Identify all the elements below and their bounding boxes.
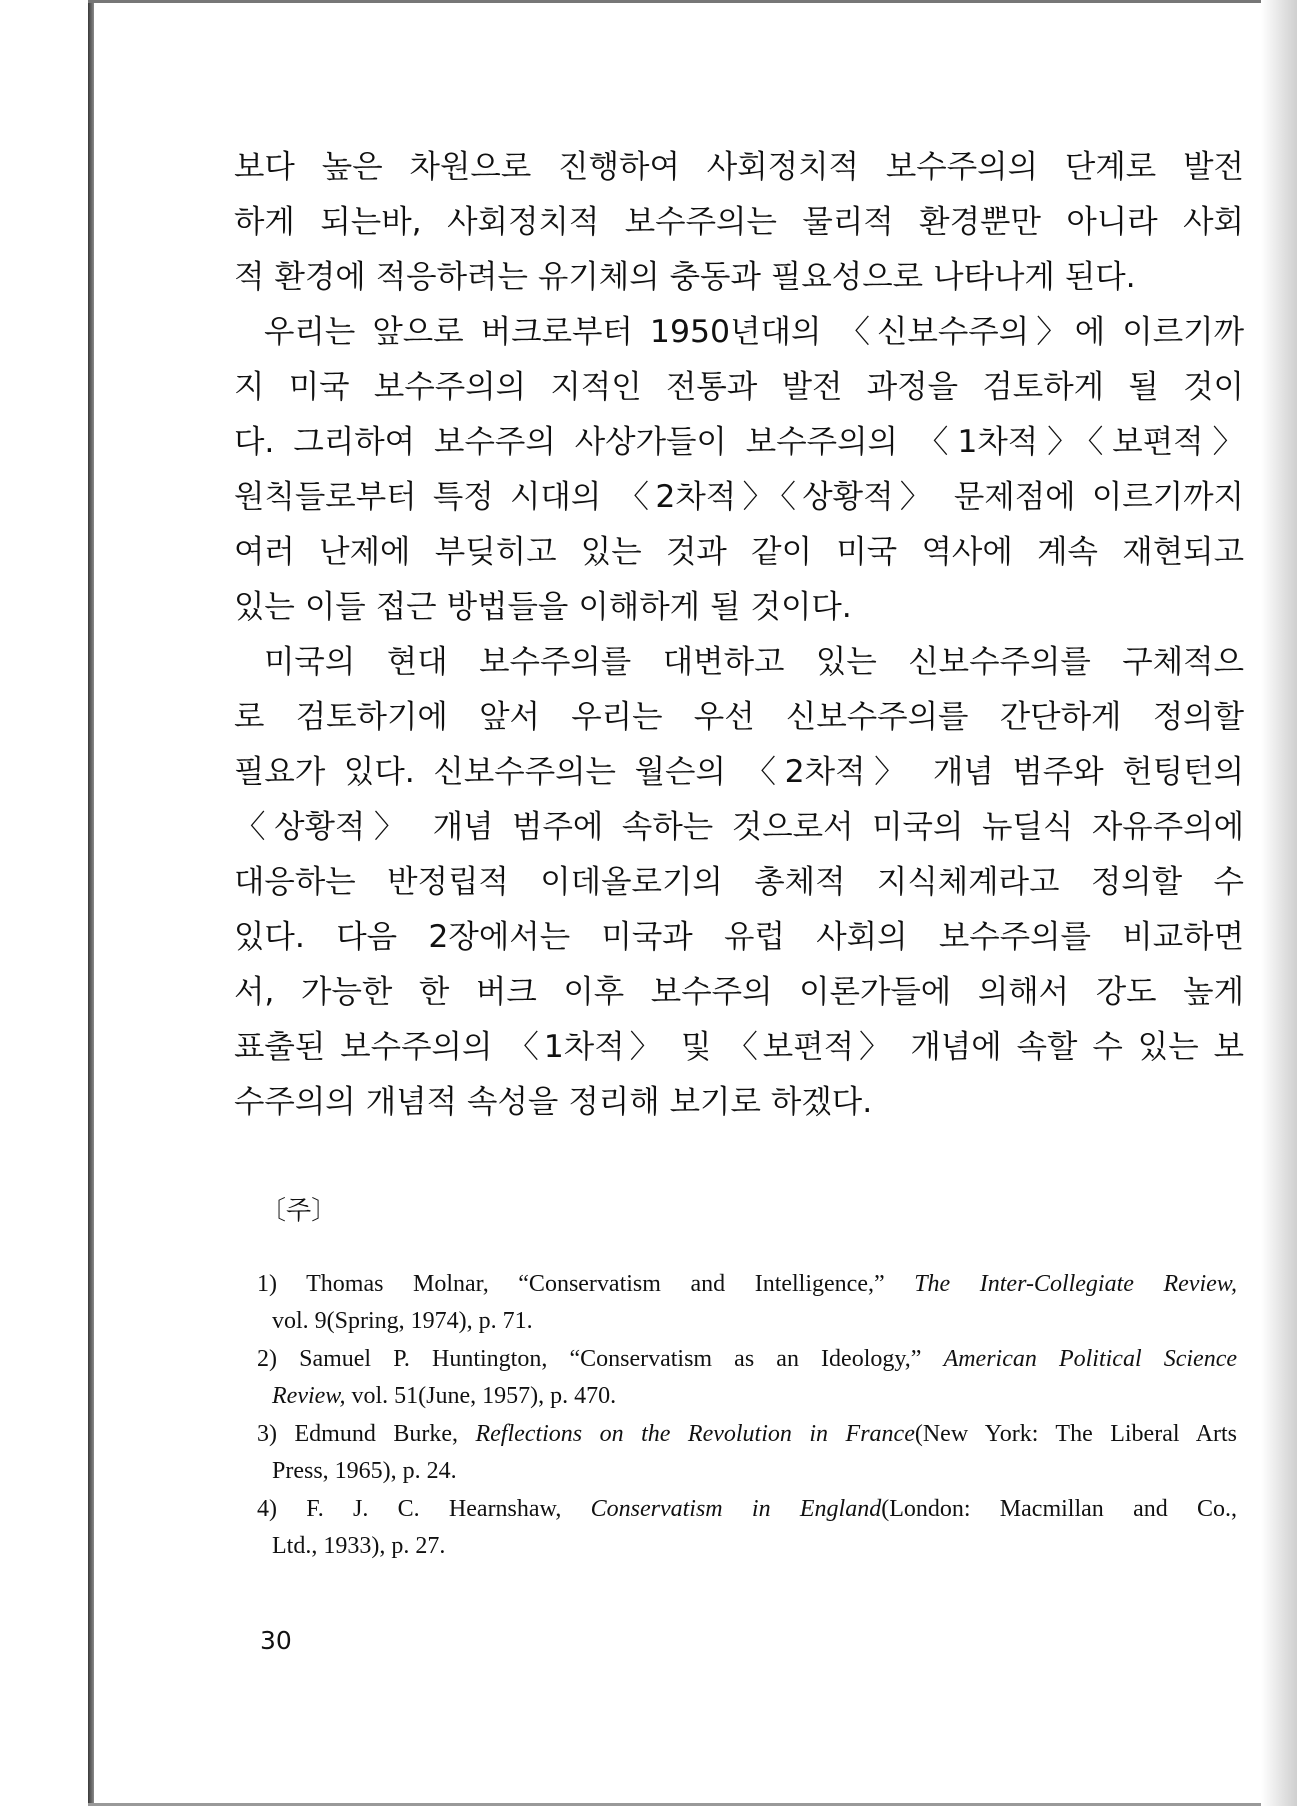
- body-line: 여러 난제에 부딪히고 있는 것과 같이 미국 역사에 계속 재현되고: [234, 534, 1244, 570]
- footnote-continuation: Ltd., 1933), p. 27.: [272, 1533, 446, 1559]
- footnote-number: 4): [257, 1496, 277, 1522]
- body-line: 적 환경에 적응하려는 유기체의 충동과 필요성으로 나타나게 된다.: [234, 259, 1136, 295]
- footnote-text: vol. 51(June, 1957), p. 470.: [345, 1383, 617, 1409]
- footnote-continuation: [257, 1378, 1237, 1415]
- body-line: 대응하는 반정립적 이데올로기의 총체적 지식체계라고 정의할 수: [234, 864, 1244, 900]
- footnote-continuation: vol. 9(Spring, 1974), p. 71.: [272, 1308, 533, 1334]
- footnote-number: 1): [257, 1271, 277, 1297]
- body-line: 있는 이들 접근 방법들을 이해하게 될 것이다.: [234, 589, 852, 625]
- body-line: 다. 그리하여 보수주의 사상가들이 보수주의의 〈1차적〉〈보편적〉: [234, 424, 1244, 460]
- footnote-title: Reflections on the Revolution in France: [475, 1421, 915, 1447]
- footnote-continuation: Press, 1965), p. 24.: [272, 1458, 457, 1484]
- footnote-title: Conservatism in England: [590, 1496, 882, 1522]
- footnote-title: American Political Science: [943, 1346, 1238, 1372]
- body-line: 하게 되는바, 사회정치적 보수주의는 물리적 환경뿐만 아니라 사회: [234, 204, 1244, 240]
- body-line: 수주의의 개념적 속성을 정리해 보기로 하겠다.: [234, 1084, 873, 1120]
- body-line: 지 미국 보수주의의 지적인 전통과 발전 과정을 검토하게 될 것이: [234, 369, 1244, 405]
- body-text: [234, 140, 1244, 1130]
- body-line: 필요가 있다. 신보수주의는 월슨의 〈2차적〉 개념 범주와 헌팅턴의: [234, 754, 1244, 790]
- footnote-title: Review,: [272, 1383, 346, 1409]
- body-line: 있다. 다음 2장에서는 미국과 유럽 사회의 보수주의를 비교하면: [234, 919, 1244, 955]
- footnotes: [257, 1266, 1237, 1566]
- body-line: 표출된 보수주의의 〈1차적〉 및 〈보편적〉 개념에 속할 수 있는 보: [234, 1029, 1244, 1065]
- document-page: [94, 0, 1261, 1806]
- footnote-3: [257, 1416, 1237, 1490]
- body-line: 서, 가능한 한 버크 이후 보수주의 이론가들에 의해서 강도 높게: [234, 974, 1244, 1010]
- footnote-text: (New York: The Liberal Arts: [914, 1421, 1238, 1447]
- footnote-text: Samuel P. Huntington, “Conservatism as an Ideology,”: [299, 1346, 944, 1372]
- page-right-shadow: [1261, 0, 1297, 1806]
- footnote-title: The Inter-Collegiate Review,: [914, 1271, 1237, 1297]
- footnote-text: F. J. C. Hearnshaw,: [306, 1496, 591, 1522]
- page-number: 30: [260, 1626, 292, 1655]
- footnote-text: Thomas Molnar, “Conservatism and Intelligence,”: [306, 1271, 915, 1297]
- footnote-number: 3): [257, 1421, 277, 1447]
- footnote-2: [257, 1341, 1237, 1415]
- footnote-text: Edmund Burke,: [294, 1421, 476, 1447]
- footnote-text: (London: Macmillan and Co.,: [881, 1496, 1238, 1522]
- body-line: 로 검토하기에 앞서 우리는 우선 신보수주의를 간단하게 정의할: [234, 699, 1244, 735]
- notes-header: 〔주〕: [260, 1196, 338, 1226]
- body-line: 원칙들로부터 특정 시대의 〈2차적〉〈상황적〉 문제점에 이르기까지: [234, 479, 1244, 515]
- body-line: 〈상황적〉 개념 범주에 속하는 것으로서 미국의 뉴딜식 자유주의에: [234, 809, 1244, 845]
- body-line: 보다 높은 차원으로 진행하여 사회정치적 보수주의의 단계로 발전: [234, 149, 1244, 185]
- footnote-4: [257, 1491, 1237, 1565]
- body-line: 미국의 현대 보수주의를 대변하고 있는 신보수주의를 구체적으: [264, 644, 1244, 680]
- footnote-1: [257, 1266, 1237, 1340]
- footnote-number: 2): [257, 1346, 277, 1372]
- body-line: 우리는 앞으로 버크로부터 1950년대의 〈신보수주의〉에 이르기까: [264, 314, 1244, 350]
